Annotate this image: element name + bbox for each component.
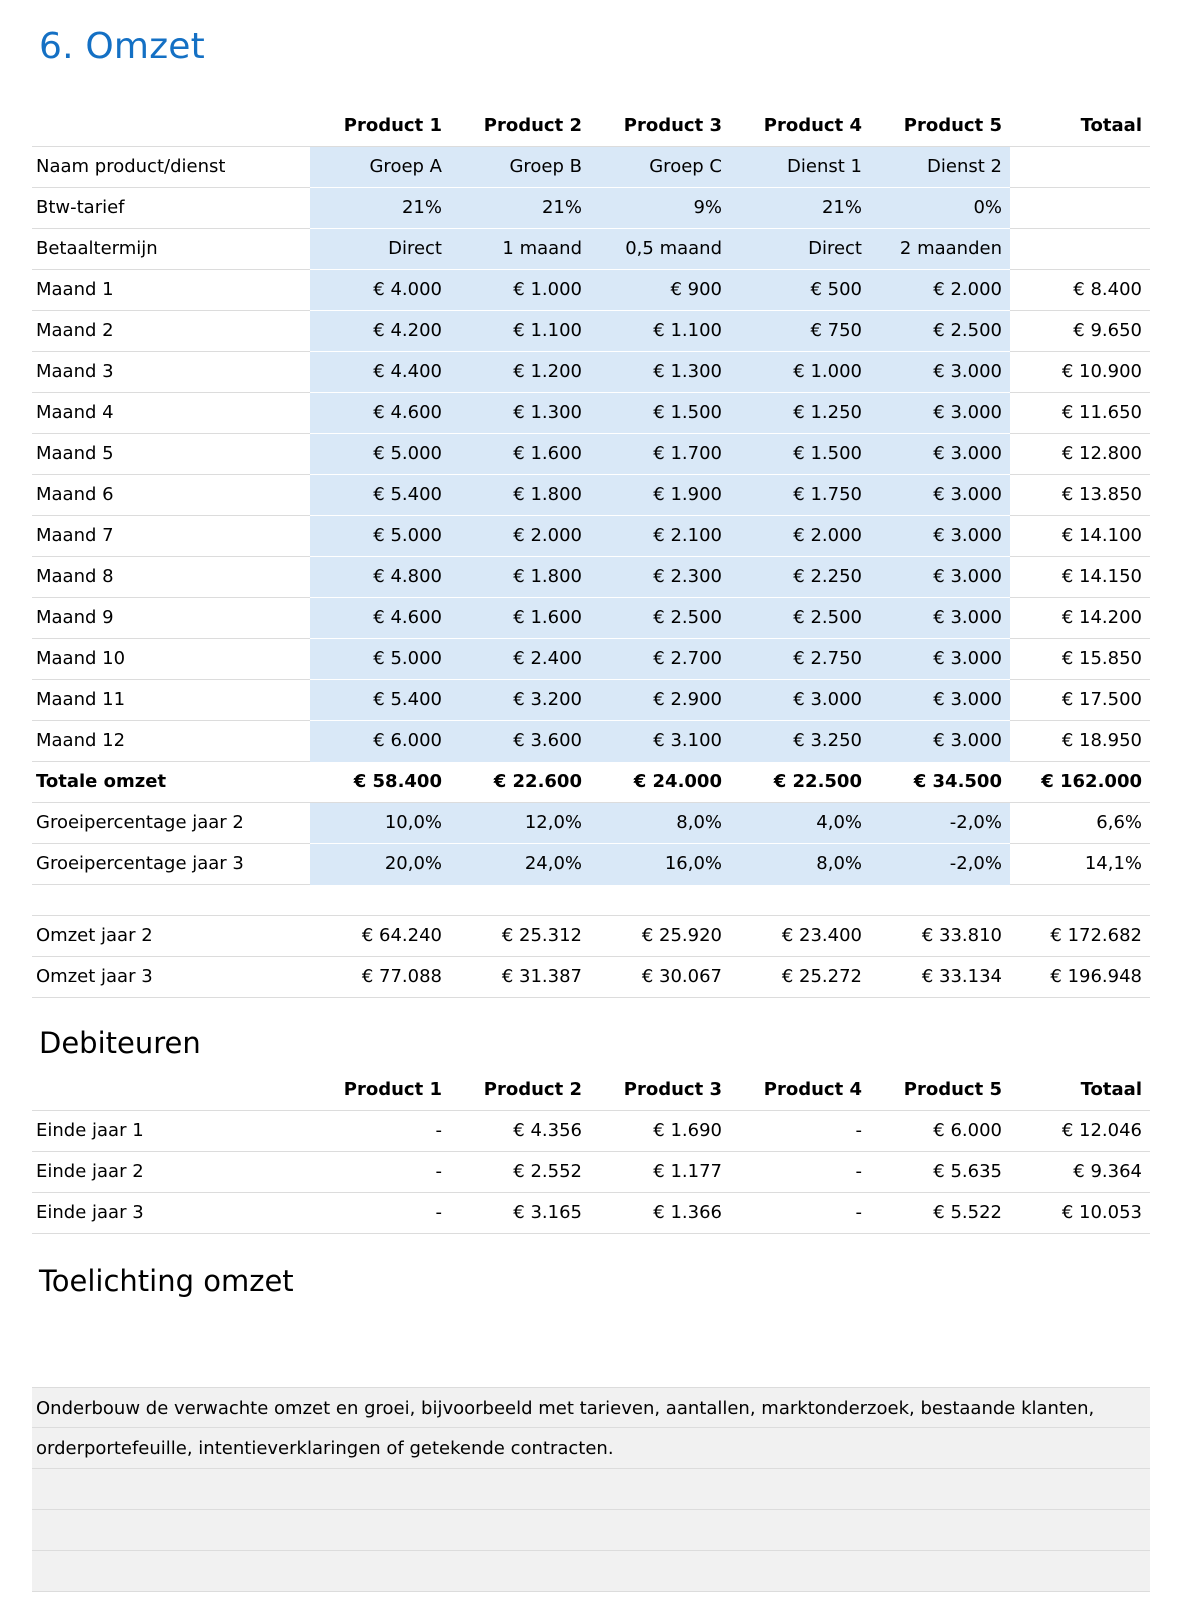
cell-product-1[interactable]: Groep A <box>310 146 450 187</box>
row-label: Maand 2 <box>32 310 310 351</box>
cell-product-4[interactable]: € 2.250 <box>730 556 870 597</box>
cell-product-4: - <box>730 1192 870 1233</box>
cell-product-3[interactable]: 9% <box>590 187 730 228</box>
header-total: Totaal <box>1010 105 1150 146</box>
cell-product-1: - <box>310 1110 450 1151</box>
cell-product-1[interactable]: € 4.600 <box>310 597 450 638</box>
cell-product-4[interactable]: € 750 <box>730 310 870 351</box>
note-line[interactable] <box>32 1551 1150 1592</box>
row-label: Einde jaar 1 <box>32 1110 310 1151</box>
cell-product-2: € 4.356 <box>450 1110 590 1151</box>
header-product-5: Product 5 <box>870 105 1010 146</box>
row-label: Maand 10 <box>32 638 310 679</box>
month-row <box>32 720 1150 761</box>
cell-product-5: € 5.635 <box>870 1151 1010 1192</box>
cell-product-2: € 3.165 <box>450 1192 590 1233</box>
cell-total: € 196.948 <box>1010 956 1150 997</box>
cell-product-2[interactable]: € 1.200 <box>450 351 590 392</box>
cell-product-2[interactable]: Groep B <box>450 146 590 187</box>
cell-product-4: € 22.500 <box>730 761 870 802</box>
cell-total: € 172.682 <box>1010 915 1150 956</box>
cell-total: € 162.000 <box>1010 761 1150 802</box>
cell-product-2[interactable]: € 1.100 <box>450 310 590 351</box>
row-label: Einde jaar 3 <box>32 1192 310 1233</box>
cell-product-4[interactable]: 21% <box>730 187 870 228</box>
row-label: Maand 7 <box>32 515 310 556</box>
spacer-cell <box>590 884 730 915</box>
cell-product-4[interactable]: € 1.750 <box>730 474 870 515</box>
cell-product-3[interactable]: 16,0% <box>590 843 730 884</box>
cell-product-4[interactable]: € 1.250 <box>730 392 870 433</box>
row-label: Omzet jaar 2 <box>32 915 310 956</box>
header-product-3: Product 3 <box>590 1069 730 1110</box>
cell-product-3[interactable]: € 900 <box>590 269 730 310</box>
cell-product-3[interactable]: € 1.100 <box>590 310 730 351</box>
month-row <box>32 679 1150 720</box>
cell-product-1[interactable]: € 4.400 <box>310 351 450 392</box>
total-revenue-row <box>32 761 1150 802</box>
cell-product-1[interactable]: € 4.000 <box>310 269 450 310</box>
cell-product-1[interactable]: € 4.600 <box>310 392 450 433</box>
row-label: Naam product/dienst <box>32 146 310 187</box>
cell-total: € 12.046 <box>1010 1110 1150 1151</box>
cell-product-4[interactable]: € 500 <box>730 269 870 310</box>
cell-product-4: - <box>730 1151 870 1192</box>
cell-product-1: - <box>310 1151 450 1192</box>
cell-product-3[interactable]: € 1.900 <box>590 474 730 515</box>
cell-product-1[interactable]: 10,0% <box>310 802 450 843</box>
cell-product-2[interactable]: 12,0% <box>450 802 590 843</box>
row-label: Einde jaar 2 <box>32 1151 310 1192</box>
revenue-table <box>32 105 1150 998</box>
cell-product-3: € 1.177 <box>590 1151 730 1192</box>
cell-product-5[interactable]: € 3.000 <box>870 392 1010 433</box>
month-row <box>32 269 1150 310</box>
note-line[interactable] <box>32 1469 1150 1510</box>
cell-total: € 8.400 <box>1010 269 1150 310</box>
cell-total: € 18.950 <box>1010 720 1150 761</box>
cell-product-5[interactable]: € 3.000 <box>870 351 1010 392</box>
info-row <box>32 146 1150 187</box>
cell-product-2[interactable]: € 2.400 <box>450 638 590 679</box>
cell-total: € 11.650 <box>1010 392 1150 433</box>
cell-product-3[interactable]: € 2.500 <box>590 597 730 638</box>
cell-product-1[interactable]: € 5.000 <box>310 515 450 556</box>
cell-total: € 13.850 <box>1010 474 1150 515</box>
cell-total <box>1010 146 1150 187</box>
cell-total: € 14.100 <box>1010 515 1150 556</box>
cell-product-4[interactable]: € 1.000 <box>730 351 870 392</box>
cell-product-3[interactable]: € 1.700 <box>590 433 730 474</box>
row-label: Maand 12 <box>32 720 310 761</box>
cell-product-2[interactable]: € 1.000 <box>450 269 590 310</box>
cell-product-3: € 1.690 <box>590 1110 730 1151</box>
row-label: Maand 1 <box>32 269 310 310</box>
cell-total: € 10.053 <box>1010 1192 1150 1233</box>
row-label: Maand 8 <box>32 556 310 597</box>
info-row <box>32 187 1150 228</box>
header-product-4: Product 4 <box>730 105 870 146</box>
spacer-cell <box>1010 884 1150 915</box>
cell-product-2[interactable]: 1 maand <box>450 228 590 269</box>
cell-product-2[interactable]: € 1.600 <box>450 597 590 638</box>
cell-product-3: € 1.366 <box>590 1192 730 1233</box>
header-product-1: Product 1 <box>310 1069 450 1110</box>
row-label: Maand 6 <box>32 474 310 515</box>
cell-product-2[interactable]: € 3.200 <box>450 679 590 720</box>
cell-product-2[interactable]: € 1.300 <box>450 392 590 433</box>
cell-total: € 14.200 <box>1010 597 1150 638</box>
cell-product-2: € 2.552 <box>450 1151 590 1192</box>
cell-product-5: € 33.134 <box>870 956 1010 997</box>
spacer-cell <box>730 884 870 915</box>
month-row <box>32 310 1150 351</box>
cell-product-3[interactable]: € 1.300 <box>590 351 730 392</box>
cell-product-1[interactable]: € 4.800 <box>310 556 450 597</box>
cell-product-3[interactable]: 8,0% <box>590 802 730 843</box>
page-title: 6. Omzet <box>39 26 205 67</box>
cell-product-5[interactable]: € 2.000 <box>870 269 1010 310</box>
debtors-table <box>32 1069 1150 1234</box>
notes-textarea[interactable] <box>32 1387 1150 1592</box>
row-label: Totale omzet <box>32 761 310 802</box>
cell-product-3[interactable]: € 2.700 <box>590 638 730 679</box>
cell-product-2[interactable]: € 1.800 <box>450 474 590 515</box>
row-label: Betaaltermijn <box>32 228 310 269</box>
cell-product-2: € 31.387 <box>450 956 590 997</box>
growth-row <box>32 843 1150 884</box>
cell-product-4[interactable]: € 2.500 <box>730 597 870 638</box>
header-blank <box>32 1069 310 1110</box>
debtor-row <box>32 1192 1150 1233</box>
cell-total: € 15.850 <box>1010 638 1150 679</box>
cell-product-5[interactable]: 0% <box>870 187 1010 228</box>
note-line[interactable]: orderportefeuille, intentieverklaringen of getekende contracten. <box>32 1428 1150 1469</box>
header-product-2: Product 2 <box>450 105 590 146</box>
month-row <box>32 638 1150 679</box>
cell-total: € 9.364 <box>1010 1151 1150 1192</box>
debtor-row <box>32 1151 1150 1192</box>
cell-product-5[interactable]: € 3.000 <box>870 433 1010 474</box>
cell-product-4[interactable]: € 3.000 <box>730 679 870 720</box>
cell-product-1[interactable]: € 5.000 <box>310 638 450 679</box>
row-label: Groeipercentage jaar 3 <box>32 843 310 884</box>
month-row <box>32 515 1150 556</box>
month-row <box>32 597 1150 638</box>
cell-product-4[interactable]: 8,0% <box>730 843 870 884</box>
spacer-cell <box>870 884 1010 915</box>
cell-total <box>1010 187 1150 228</box>
spacer-cell <box>450 884 590 915</box>
cell-product-3: € 25.920 <box>590 915 730 956</box>
cell-product-1: - <box>310 1192 450 1233</box>
cell-product-5: € 34.500 <box>870 761 1010 802</box>
debtors-header-row <box>32 1069 1150 1110</box>
info-row <box>32 228 1150 269</box>
cell-product-5[interactable]: € 3.000 <box>870 474 1010 515</box>
row-label: Maand 11 <box>32 679 310 720</box>
row-label: Groeipercentage jaar 2 <box>32 802 310 843</box>
growth-row <box>32 802 1150 843</box>
cell-total <box>1010 228 1150 269</box>
cell-product-5: € 6.000 <box>870 1110 1010 1151</box>
cell-product-1[interactable]: € 4.200 <box>310 310 450 351</box>
cell-product-4: € 25.272 <box>730 956 870 997</box>
cell-product-5[interactable]: € 2.500 <box>870 310 1010 351</box>
cell-product-4[interactable]: € 2.000 <box>730 515 870 556</box>
revenue-header-row <box>32 105 1150 146</box>
cell-total: 14,1% <box>1010 843 1150 884</box>
month-row <box>32 556 1150 597</box>
cell-total: € 17.500 <box>1010 679 1150 720</box>
cell-product-3[interactable]: € 2.300 <box>590 556 730 597</box>
cell-product-5[interactable]: Dienst 2 <box>870 146 1010 187</box>
cell-product-2[interactable]: € 1.800 <box>450 556 590 597</box>
cell-product-4[interactable]: € 1.500 <box>730 433 870 474</box>
month-row <box>32 433 1150 474</box>
cell-product-1[interactable]: € 6.000 <box>310 720 450 761</box>
cell-total: € 9.650 <box>1010 310 1150 351</box>
header-product-3: Product 3 <box>590 105 730 146</box>
cell-product-2[interactable]: € 2.000 <box>450 515 590 556</box>
cell-product-1: € 58.400 <box>310 761 450 802</box>
cell-product-1[interactable]: € 5.400 <box>310 474 450 515</box>
cell-product-5[interactable]: € 3.000 <box>870 638 1010 679</box>
cell-total: € 10.900 <box>1010 351 1150 392</box>
cell-product-1[interactable]: € 5.400 <box>310 679 450 720</box>
note-line[interactable]: Onderbouw de verwachte omzet en groei, bijvoorbeeld met tarieven, aantallen, marktonderzoek, bestaande klanten, <box>32 1387 1150 1428</box>
row-label: Maand 5 <box>32 433 310 474</box>
debtors-title: Debiteuren <box>39 1026 201 1060</box>
year-revenue-row <box>32 956 1150 997</box>
cell-product-4[interactable]: Dienst 1 <box>730 146 870 187</box>
cell-product-2[interactable]: 21% <box>450 187 590 228</box>
cell-product-2[interactable]: € 1.600 <box>450 433 590 474</box>
spacer-row <box>32 884 1150 915</box>
cell-product-1: € 64.240 <box>310 915 450 956</box>
cell-product-1[interactable]: € 5.000 <box>310 433 450 474</box>
cell-product-5: € 5.522 <box>870 1192 1010 1233</box>
spacer-cell <box>32 884 310 915</box>
cell-product-1[interactable]: Direct <box>310 228 450 269</box>
cell-product-3[interactable]: 0,5 maand <box>590 228 730 269</box>
row-label: Maand 3 <box>32 351 310 392</box>
cell-product-4[interactable]: Direct <box>730 228 870 269</box>
header-total: Totaal <box>1010 1069 1150 1110</box>
cell-product-2[interactable]: 24,0% <box>450 843 590 884</box>
header-blank <box>32 105 310 146</box>
cell-product-3[interactable]: € 2.900 <box>590 679 730 720</box>
cell-product-1: € 77.088 <box>310 956 450 997</box>
spacer-cell <box>310 884 450 915</box>
cell-product-4: - <box>730 1110 870 1151</box>
row-label: Btw-tarief <box>32 187 310 228</box>
cell-product-2: € 22.600 <box>450 761 590 802</box>
month-row <box>32 392 1150 433</box>
cell-total: 6,6% <box>1010 802 1150 843</box>
row-label: Maand 9 <box>32 597 310 638</box>
cell-product-4[interactable]: € 3.250 <box>730 720 870 761</box>
cell-product-3[interactable]: € 3.100 <box>590 720 730 761</box>
cell-product-1[interactable]: 21% <box>310 187 450 228</box>
notes-title: Toelichting omzet <box>39 1264 294 1298</box>
note-line[interactable] <box>32 1510 1150 1551</box>
cell-product-3: € 30.067 <box>590 956 730 997</box>
cell-total: € 12.800 <box>1010 433 1150 474</box>
cell-product-4: € 23.400 <box>730 915 870 956</box>
cell-product-5[interactable]: € 3.000 <box>870 515 1010 556</box>
debtor-row <box>32 1110 1150 1151</box>
cell-product-5[interactable]: € 3.000 <box>870 597 1010 638</box>
cell-product-3[interactable]: Groep C <box>590 146 730 187</box>
cell-product-5[interactable]: € 3.000 <box>870 556 1010 597</box>
cell-product-1[interactable]: 20,0% <box>310 843 450 884</box>
cell-total: € 14.150 <box>1010 556 1150 597</box>
cell-product-5[interactable]: -2,0% <box>870 843 1010 884</box>
year-revenue-row <box>32 915 1150 956</box>
cell-product-5[interactable]: 2 maanden <box>870 228 1010 269</box>
month-row <box>32 351 1150 392</box>
cell-product-5[interactable]: € 3.000 <box>870 720 1010 761</box>
cell-product-4[interactable]: 4,0% <box>730 802 870 843</box>
header-product-5: Product 5 <box>870 1069 1010 1110</box>
header-product-2: Product 2 <box>450 1069 590 1110</box>
cell-product-5[interactable]: € 3.000 <box>870 679 1010 720</box>
cell-product-5: € 33.810 <box>870 915 1010 956</box>
month-row <box>32 474 1150 515</box>
cell-product-4[interactable]: € 2.750 <box>730 638 870 679</box>
cell-product-2: € 25.312 <box>450 915 590 956</box>
row-label: Maand 4 <box>32 392 310 433</box>
cell-product-2[interactable]: € 3.600 <box>450 720 590 761</box>
cell-product-3[interactable]: € 1.500 <box>590 392 730 433</box>
header-product-1: Product 1 <box>310 105 450 146</box>
cell-product-5[interactable]: -2,0% <box>870 802 1010 843</box>
row-label: Omzet jaar 3 <box>32 956 310 997</box>
header-product-4: Product 4 <box>730 1069 870 1110</box>
cell-product-3[interactable]: € 2.100 <box>590 515 730 556</box>
cell-product-3: € 24.000 <box>590 761 730 802</box>
